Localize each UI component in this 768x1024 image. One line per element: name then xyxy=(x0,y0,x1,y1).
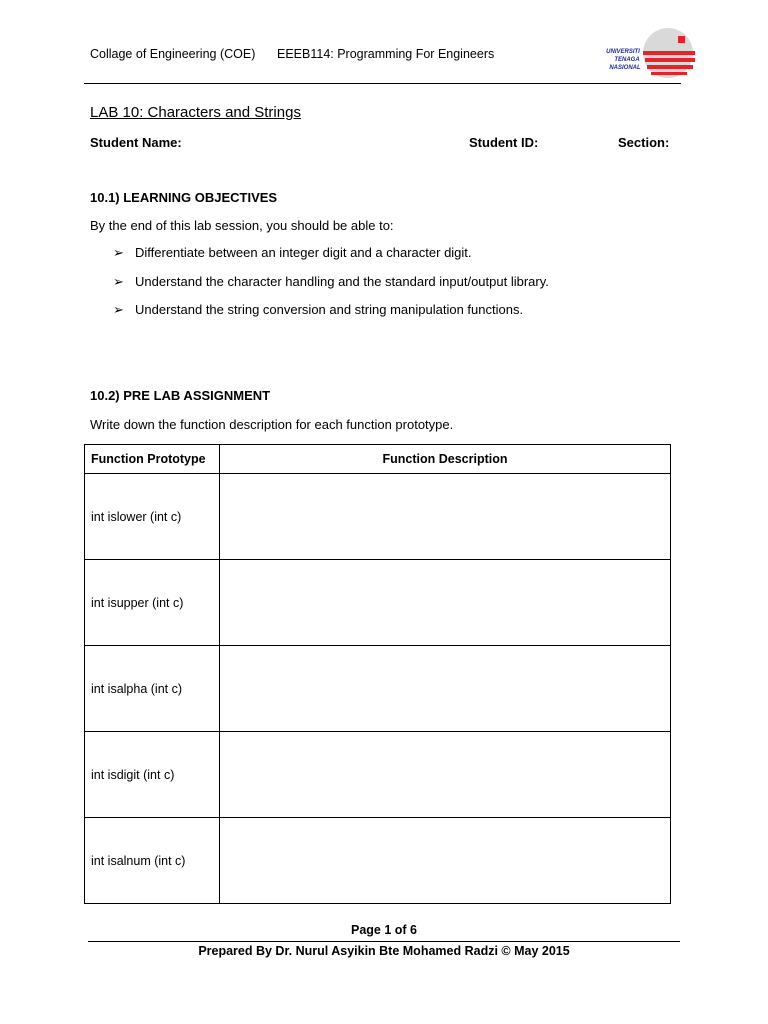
list-item xyxy=(113,302,549,331)
page-number: Page 1 of 6 xyxy=(351,923,417,937)
objective-text: Understand the character handling and the standard input/output library. xyxy=(135,273,549,289)
college-name: Collage of Engineering (COE) xyxy=(90,47,256,61)
column-header-prototype: Function Prototype xyxy=(85,445,220,474)
table-header-row xyxy=(85,445,671,474)
prototype-cell: int isdigit (int c) xyxy=(85,732,220,818)
prelab-intro: Write down the function description for each function prototype. xyxy=(90,417,454,432)
arrow-bullet-icon: ➢ xyxy=(113,245,124,260)
objective-text: Differentiate between an integer digit and a character digit. xyxy=(135,245,472,260)
objectives-intro: By the end of this lab session, you should be able to: xyxy=(90,218,394,233)
prototype-table xyxy=(84,444,671,904)
logo-stripe xyxy=(643,51,695,55)
course-title: EEEB114: Programming For Engineers xyxy=(277,47,495,61)
table-row xyxy=(85,474,671,560)
prototype-cell: int isalnum (int c) xyxy=(85,818,220,904)
logo-stripe xyxy=(647,65,693,69)
logo-stripe xyxy=(651,72,687,75)
table-row xyxy=(85,646,671,732)
list-item xyxy=(113,274,549,303)
description-cell[interactable] xyxy=(220,818,671,904)
logo-text-line: UNIVERSITI xyxy=(606,49,640,55)
table-row xyxy=(85,732,671,818)
student-id-label: Student ID: xyxy=(469,135,539,150)
logo-text-line: NASIONAL xyxy=(609,65,641,71)
arrow-bullet-icon: ➢ xyxy=(113,302,124,317)
column-header-description: Function Description xyxy=(220,445,671,474)
objective-text: Understand the string conversion and string manipulation functions. xyxy=(135,302,524,317)
arrow-bullet-icon: ➢ xyxy=(113,273,124,289)
university-logo xyxy=(585,27,695,79)
table-row xyxy=(85,818,671,904)
prototype-cell: int isalpha (int c) xyxy=(85,646,220,732)
page-title: LAB 10: Characters and Strings xyxy=(90,104,301,121)
prototype-cell: int islower (int c) xyxy=(85,474,220,560)
description-cell[interactable] xyxy=(220,732,671,818)
prototype-cell: int isupper (int c) xyxy=(85,560,220,646)
section-label: Section: xyxy=(618,135,670,150)
header-rule xyxy=(84,83,681,84)
logo-text-line: TENAGA xyxy=(614,57,640,63)
logo-stripe xyxy=(645,58,695,62)
objectives-list xyxy=(113,245,549,331)
logo-emblem xyxy=(678,36,685,43)
list-item xyxy=(113,245,549,274)
description-cell[interactable] xyxy=(220,560,671,646)
table-row xyxy=(85,560,671,646)
objectives-heading: 10.1) LEARNING OBJECTIVES xyxy=(90,190,278,205)
description-cell[interactable] xyxy=(220,646,671,732)
description-cell[interactable] xyxy=(220,474,671,560)
student-name-label: Student Name: xyxy=(90,135,182,150)
prelab-heading: 10.2) PRE LAB ASSIGNMENT xyxy=(90,388,271,403)
prepared-by: Prepared By Dr. Nurul Asyikin Bte Mohamed Radzi © May 2015 xyxy=(198,944,570,958)
footer-rule xyxy=(88,941,680,942)
